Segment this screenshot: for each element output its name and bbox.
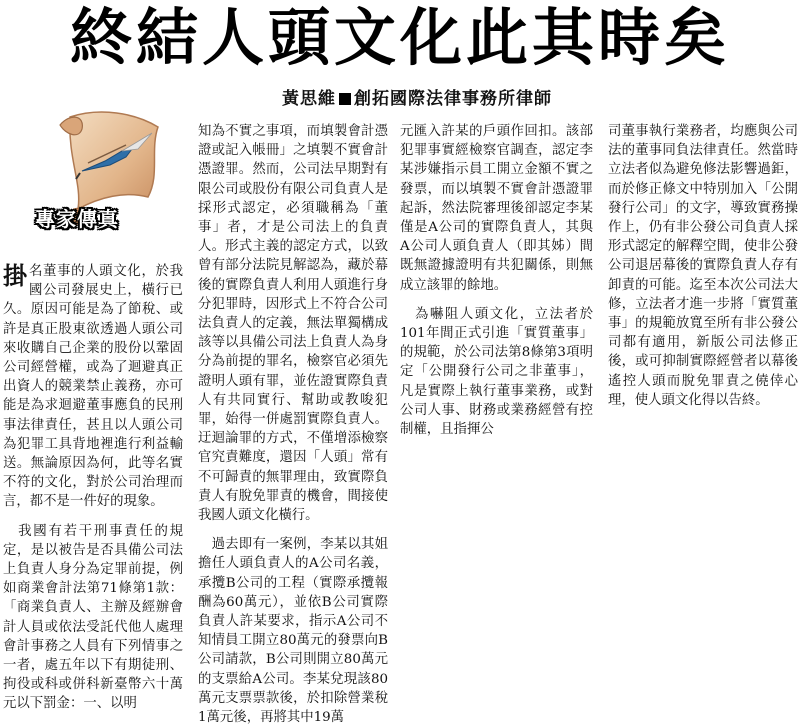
paragraph bbox=[400, 305, 593, 439]
headline: 終結人頭文化此其時矣 bbox=[69, 1, 730, 74]
paragraph bbox=[3, 262, 183, 512]
byline bbox=[282, 88, 582, 110]
expert-column-badge: 專家傳真 bbox=[35, 207, 119, 231]
paragraph bbox=[3, 522, 183, 714]
column-2 bbox=[198, 122, 388, 727]
drop-cap: 掛 bbox=[3, 261, 27, 290]
paragraph-text: 過去即有一案例，李某以其姐擔任人頭負責人的A公司名義，承攬B公司的工程（實際承攬報酬為60萬元），並依B公司實際負責人許某要求，指示A公司不知情員工開立80萬元的發票向B公司請款，B公司則開立80萬元的支票給A公司。李某兌現該80萬元支票票款後，於扣除營業稅1萬元後，再將其中19萬 bbox=[198, 537, 389, 726]
paragraph-text: 司董事執行業務者，均應與公司法的董事同負法律責任。然當時立法者似為避免修法影響過鉅，而於修正條文中特別加入「公開發行公司」的文字，導致實務操作上，仍有非公發公司負責人採形式認定的解釋空間，使非公發公司退居幕後的實際負責人存有卸責的可能。迄至本次公司法大修，立法者才進一步將「實質董事」的規範放寬至所有非公發公司都有適用，新版公司法修正後，或可抑制實際經營者以幕後遙控人頭而脫免罪責之僥倖心理，使人頭文化得以告終。 bbox=[608, 124, 798, 408]
paragraph bbox=[198, 535, 388, 727]
author-firm: 創拓國際法律事務所律師 bbox=[354, 89, 552, 109]
author-name: 黃思維 bbox=[282, 89, 336, 109]
paragraph-text: 元匯入許某的戶頭作回扣。該部犯罪事實經檢察官調查，認定李某涉嫌指示員工開立金額不實之發票，而以填製不實會計憑證罪起訴，然法院審理後卻認定李某僅是A公司的實際負責人，其與A公司人頭負責人（即其姊）間既無證據證明有共犯關係，則無成立該罪的餘地。 bbox=[400, 124, 593, 293]
column-1 bbox=[3, 262, 183, 714]
column-3 bbox=[400, 122, 593, 439]
square-bullet-icon bbox=[339, 93, 351, 105]
column-4 bbox=[608, 122, 798, 410]
paragraph-text: 名董事的人頭文化，於我國公司發展史上，橫行已久。原因可能是為了節稅、或許是真正股東欲透過人頭公司來收購自己企業的股份以鞏固公司經營權，或為了迴避真正出資人的競業禁止義務，亦可能是為求迴避董事應負的民刑事法律責任，甚且以人頭公司為犯罪工具背地裡進行利益輸送。無論原因為何，此等名實不符的文化，對於公司治理而言，都不是一件好的現象。 bbox=[3, 264, 183, 510]
paragraph-text: 我國有若干刑事責任的規定，是以被告是否具備公司法上負責人身分為定罪前提，例如商業會計法第71條第1款：「商業負責人、主辦及經辦會計人員或依法受託代他人處理會計事務之人員有下列情事之一者，處五年以下有期徒刑、拘役或科或併科新臺幣六十萬元以下罰金：一、以明 bbox=[3, 523, 184, 712]
paragraph-text: 為嚇阻人頭文化，立法者於101年間正式引進「實質董事」的規範，於公司法第8條第3項明定「公開發行公司之非董事」，凡是實際上執行董事業務，或對公司人事、財務或業務經營有控制權，且指揮公 bbox=[400, 306, 594, 438]
paragraph-text: 知為不實之事項，而填製會計憑證或記入帳冊」之填製不實會計憑證罪。然而，公司法早期對有限公司或股份有限公司負責人是採形式認定，必須職稱為「董事」者，才是公司法上的負責人。形式主義的認定方式，以致曾有部分法院見解認為，藏於幕後的實際負責人利用人頭進行身分犯罪時，因形式上不符合公司法負責人的定義，無法單獨構成該等以具備公司法上負責人為身分為前提的罪名，檢察官必須先證明人頭有罪，並佐證實際負責人有共同實行、幫助或教唆犯罪，始得一併處罰實際負責人。迂迴論罪的方式，不僅增添檢察官究責難度，還因「人頭」常有不可歸責的無罪理由，致實際負責人有脫免罪責的機會，間接使我國人頭文化橫行。 bbox=[198, 124, 388, 524]
